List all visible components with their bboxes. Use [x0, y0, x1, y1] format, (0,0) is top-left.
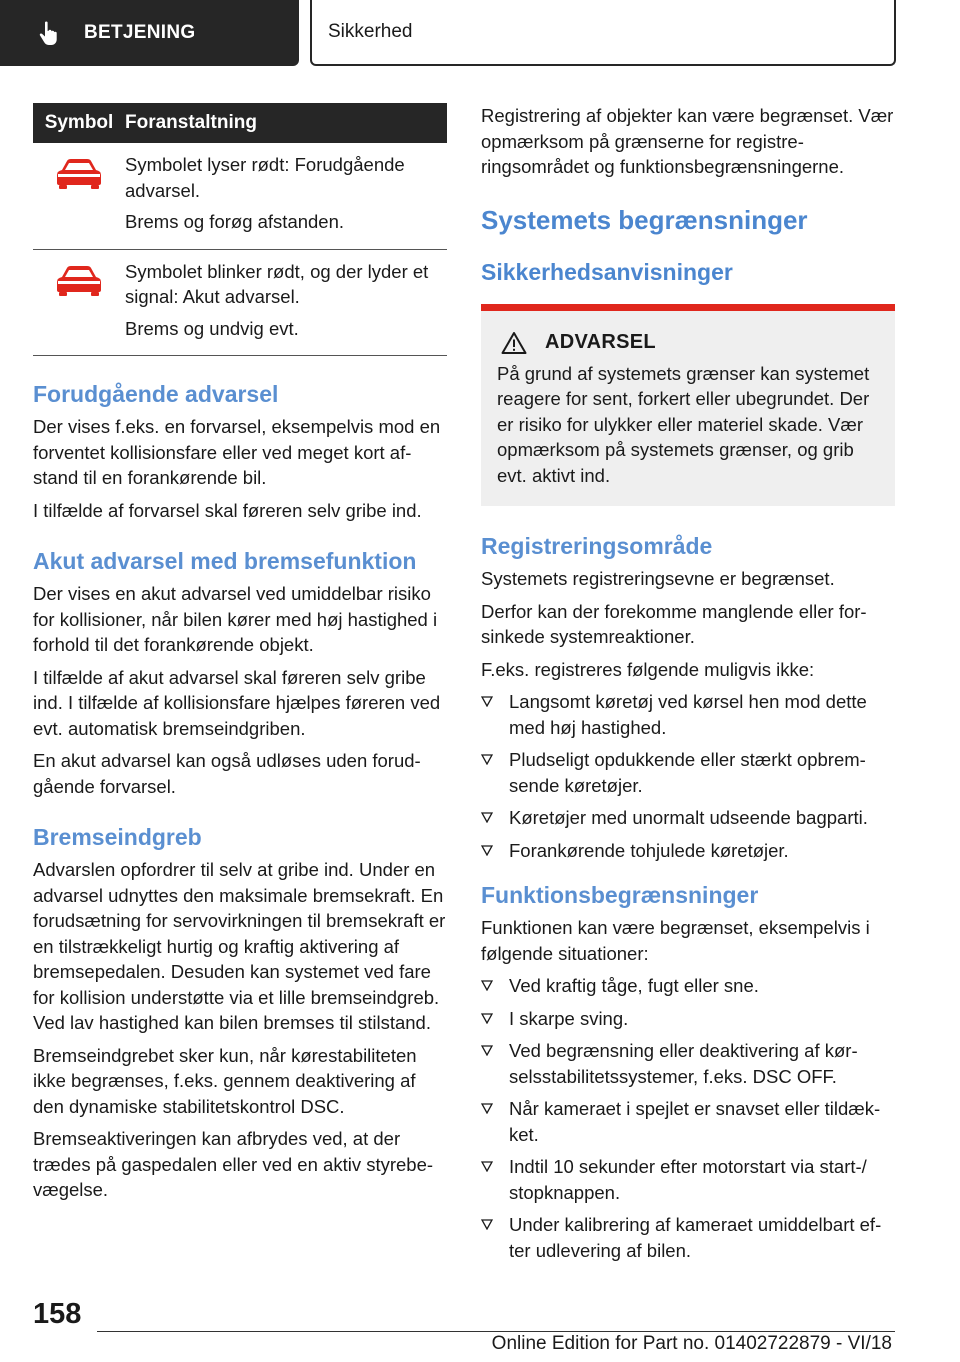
- page-number: 158: [33, 1298, 82, 1330]
- chapter-tab: [310, 0, 896, 66]
- footer-rule: [97, 1331, 895, 1332]
- right-column: [481, 103, 895, 1273]
- warning-text: På grund af systemets grænser kan systemet reagere for sent, forkert eller ubegrundet. Der er risiko for ulykker eller materiel skade. Vær opmærksom på systemets grænser, og grib evt. aktivt ind.: [497, 362, 870, 486]
- list-item: I skarpe sving.: [481, 1006, 895, 1032]
- table-cell-symbol: [33, 143, 125, 249]
- bullet-triangle-icon: [481, 838, 509, 864]
- page-header: [0, 0, 960, 66]
- paragraph: Der vises f.eks. en forvarsel, eksempelvis mod en forventet kollisionsfare eller ved meget kort afstand til en forankørende bil.: [33, 416, 441, 488]
- paragraph: Systemets registreringsevne er begrænset.: [481, 568, 835, 589]
- chapter-title: Sikkerhed: [328, 21, 413, 42]
- table-text: Symbolet blinker rødt, og der lyder et signal: Akut advarsel.: [125, 260, 429, 307]
- paragraph: Bremseaktiveringen kan afbrydes ved, at der trædes på gaspedalen eller ved en aktiv styrebevægelse.: [33, 1128, 434, 1200]
- car-warning-icon: [54, 157, 104, 189]
- bullet-triangle-icon: [481, 973, 509, 999]
- list-item: Pludseligt opdukkende eller stærkt opbremsende køretøjer.: [481, 747, 895, 798]
- hand-pointer-icon: [38, 20, 62, 46]
- table-cell-action: [125, 143, 447, 249]
- table-text: Brems og forøg afstanden.: [125, 211, 345, 232]
- left-column: [33, 103, 447, 1210]
- car-warning-icon: [54, 264, 104, 296]
- heading-safety-notes: Sikkerhedsanvisninger: [481, 258, 733, 285]
- list-item: Langsomt køretøj ved kørsel hen mod dette med høj hastighed.: [481, 689, 895, 740]
- paragraph: Advarslen opfordrer til selv at gribe ind. Under en advarsel udnyttes den maksimale bremsekraft. En forudsætning for servovirkningen til bremsekraft er en tilstrækkeligt hurtig og kraftig aktivering af bremsepedalen. Desuden kan systemet ved fare for kollision understøtte via et lille bremseindgreb. Ved lav hastighed kan bilen bremses til stilstand.: [33, 859, 446, 1033]
- table-text: Symbolet lyser rødt: Forudgående advarsel.: [125, 154, 405, 201]
- paragraph: Registrering af objekter kan være begrænset. Vær opmærksom på grænserne for registreringsområdet og funktionsbegrænsningerne.: [481, 105, 894, 177]
- heading-forward-warning: Forudgående advarsel: [33, 381, 279, 407]
- list-item: Når kameraet i spejlet er snavset eller tildækket.: [481, 1096, 895, 1147]
- heading-brake-intervention: Bremseindgreb: [33, 824, 202, 850]
- warning-triangle-icon: [501, 331, 527, 355]
- section-title: BETJENING: [84, 22, 196, 43]
- table-header-row: [33, 103, 447, 143]
- section-tab: [0, 0, 299, 66]
- table-text: Brems og undvig evt.: [125, 317, 299, 339]
- table-cell-action: [125, 249, 447, 356]
- heading-system-limits: Systemets begrænsninger: [481, 204, 808, 235]
- bullet-triangle-icon: [481, 747, 509, 798]
- footer-edition: Online Edition for Part no. 01402722879 - VI/18: [491, 1333, 892, 1354]
- table-row: [33, 143, 447, 249]
- warning-header: [489, 331, 873, 355]
- bullet-triangle-icon: [481, 1096, 509, 1147]
- list-item: Ved begrænsning eller deaktivering af kørselsstabilitetssystemer, f.eks. DSC OFF.: [481, 1038, 895, 1089]
- paragraph: En akut advarsel kan også udløses uden forudgående forvarsel.: [33, 750, 421, 797]
- bullet-triangle-icon: [481, 689, 509, 740]
- table-row: [33, 249, 447, 356]
- paragraph: Derfor kan der forekomme manglende eller forsinkede systemreaktioner.: [481, 600, 867, 647]
- paragraph: Funktionen kan være begrænset, eksempelvis i følgende situationer:: [481, 917, 870, 964]
- warning-title: ADVARSEL: [545, 331, 656, 353]
- symbol-table: [33, 103, 447, 356]
- list-item: Køretøjer med unormalt udseende bagparti.: [481, 805, 895, 831]
- list-item: Under kalibrering af kameraet umiddelbart efter udlevering af bilen.: [481, 1212, 895, 1263]
- bullet-triangle-icon: [481, 805, 509, 831]
- heading-function-limits: Funktionsbegrænsninger: [481, 882, 759, 908]
- table-cell-symbol: [33, 249, 125, 356]
- paragraph: Der vises en akut advarsel ved umiddelbar risiko for kollisioner, når bilen kører med høj hastighed i forhold til det forankørende objekt.: [33, 583, 438, 655]
- paragraph: Bremseindgrebet sker kun, når kørestabiliteten ikke begrænses, f.eks. gennem deaktivering af den dynamiske stabilitetskontrol DSC.: [33, 1044, 417, 1117]
- table-header-action: Foranstaltning: [125, 103, 447, 143]
- table-header-symbol: Symbol: [33, 103, 125, 143]
- detection-list: [481, 689, 895, 863]
- paragraph: I tilfælde af akut advarsel skal føreren selv gribe ind. I tilfælde af kollisionsfare hjælpes føreren ved evt. automatisk bremseindgriben.: [33, 666, 441, 739]
- bullet-triangle-icon: [481, 1154, 509, 1205]
- paragraph: F.eks. registreres følgende muligvis ikke:: [481, 658, 815, 680]
- list-item: Indtil 10 sekunder efter motorstart via start-/ stopknappen.: [481, 1154, 895, 1205]
- bullet-triangle-icon: [481, 1038, 509, 1089]
- function-list: [481, 973, 895, 1263]
- list-item: Ved kraftig tåge, fugt eller sne.: [481, 973, 895, 999]
- list-item: Forankørende tohjulede køretøjer.: [481, 838, 895, 864]
- heading-detection-range: Registreringsområde: [481, 533, 713, 559]
- paragraph: I tilfælde af forvarsel skal føreren selv gribe ind.: [33, 499, 422, 521]
- warning-box: [481, 304, 895, 507]
- bullet-triangle-icon: [481, 1212, 509, 1263]
- bullet-triangle-icon: [481, 1006, 509, 1032]
- heading-acute-warning: Akut advarsel med bremsefunktion: [33, 548, 417, 574]
